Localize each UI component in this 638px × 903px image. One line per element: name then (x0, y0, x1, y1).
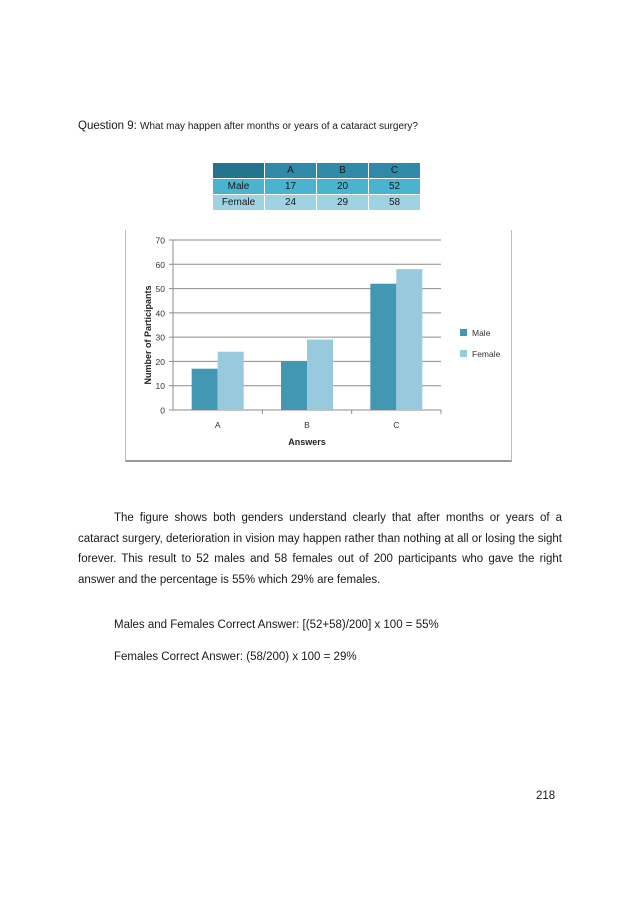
table-row (213, 195, 421, 211)
question-text: What may happen after months or years of a cataract surgery? (140, 121, 418, 132)
y-axis-title: Number of Participants (143, 285, 153, 385)
table-cell: 58 (369, 195, 421, 211)
bar-female-c (396, 269, 422, 410)
table-row (213, 179, 421, 195)
table-header-cell: B (317, 163, 369, 179)
table-header-cell: C (369, 163, 421, 179)
y-tick-label: 0 (160, 405, 165, 416)
legend-swatch-male (460, 329, 467, 336)
legend-label-female: Female (472, 349, 501, 359)
table-header-cell: A (265, 163, 317, 179)
y-tick-label: 60 (155, 259, 165, 270)
y-tick-label: 20 (155, 356, 165, 367)
table-cell: 20 (317, 179, 369, 195)
legend-label-male: Male (472, 328, 491, 338)
table-cell: 24 (265, 195, 317, 211)
question-heading (78, 120, 418, 132)
table-cell: Female (213, 195, 265, 211)
table-corner-cell (213, 163, 265, 179)
results-table (212, 162, 421, 211)
bar-chart (126, 230, 511, 460)
calculation-total: Males and Females Correct Answer: [(52+58)/200] x 100 = 55% (114, 619, 439, 631)
y-tick-label: 10 (155, 381, 165, 392)
bar-male-c (370, 284, 396, 410)
x-tick-label: A (214, 420, 221, 430)
bar-female-a (218, 352, 244, 410)
explanation-paragraph (78, 508, 562, 590)
calculation-females: Females Correct Answer: (58/200) x 100 = 29% (114, 651, 357, 663)
x-axis-title: Answers (288, 437, 326, 447)
paragraph-text: The figure shows both genders understand clearly that after months or years of a cataract surgery, deterioration in vision may happen rather than nothing at all or losing the sight forever. This result to 52 males and 58 females out of 200 participants who gave the right answer and the percentage is 55% which 29% are females. (78, 512, 562, 586)
y-tick-label: 30 (155, 332, 165, 343)
question-label: Question 9: (78, 120, 137, 132)
y-tick-label: 40 (155, 308, 165, 319)
x-tick-label: C (393, 420, 400, 430)
table-cell: 29 (317, 195, 369, 211)
chart-frame (125, 230, 512, 462)
bar-male-a (192, 369, 218, 410)
y-tick-label: 50 (155, 284, 165, 295)
legend-swatch-female (460, 350, 467, 357)
table-cell: 52 (369, 179, 421, 195)
x-tick-label: B (304, 420, 310, 430)
table-header-row (213, 163, 421, 179)
bar-male-b (281, 361, 307, 410)
page-number: 218 (536, 790, 556, 802)
table-cell: 17 (265, 179, 317, 195)
y-tick-label: 70 (155, 235, 165, 246)
table-cell: Male (213, 179, 265, 195)
bar-female-b (307, 340, 333, 410)
